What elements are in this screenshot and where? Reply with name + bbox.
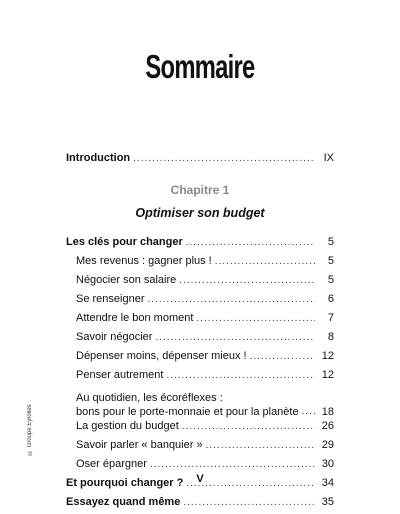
toc-entry-label: Savoir négocier	[76, 331, 153, 343]
toc-entry-label: La gestion du budget	[76, 420, 179, 432]
toc-entry-label: Dépenser moins, dépenser mieux !	[76, 350, 247, 362]
toc-entry	[66, 330, 334, 349]
toc-entry	[66, 419, 334, 438]
leader-dots	[302, 405, 315, 419]
toc-entry	[66, 273, 334, 292]
leader-dots	[250, 350, 315, 364]
toc-entry-label: Introduction	[66, 152, 131, 164]
toc-entry-label: Essayez quand même	[66, 496, 181, 508]
toc-entry	[66, 387, 334, 419]
copyright-side-text: © Groupe Eyrolles	[27, 404, 33, 455]
toc-entry-label: Les clés pour changer	[66, 236, 183, 248]
toc-entry-intro	[66, 151, 334, 170]
toc-entry-label: Oser épargner	[76, 458, 147, 470]
toc-entry-label: Penser autrement	[76, 369, 164, 381]
toc-entry-page: 18	[321, 406, 334, 418]
toc-entry-page: 5	[327, 255, 334, 267]
toc-intro	[66, 151, 334, 170]
leader-dots	[150, 458, 315, 472]
toc-entry	[66, 311, 334, 330]
toc-entry-label: Négocier son salaire	[76, 274, 177, 286]
page-title: Sommaire	[145, 48, 255, 85]
page-number: V	[196, 473, 204, 485]
toc-entry	[66, 254, 334, 273]
toc-entry-page: 29	[321, 439, 334, 451]
toc-entry	[66, 349, 334, 368]
leader-dots	[183, 496, 315, 510]
toc-entry-label	[76, 391, 299, 419]
toc-entry-page: 12	[321, 350, 334, 362]
leader-dots	[179, 274, 315, 288]
toc-entry-label-line2: bons pour le porte-monnaie et pour la planète	[76, 406, 299, 418]
toc-entry-page: IX	[323, 152, 334, 164]
toc-entry-page: 26	[321, 420, 334, 432]
leader-dots	[182, 420, 315, 434]
chapter-title: Optimiser son budget	[135, 206, 265, 220]
leader-dots	[148, 293, 316, 307]
toc-entry-label: Attendre le bon moment	[76, 312, 194, 324]
toc-entry	[66, 292, 334, 311]
leader-dots	[186, 236, 315, 250]
toc-entry-page: 5	[327, 236, 334, 248]
toc-entry	[66, 235, 334, 254]
toc-entry-label: Savoir parler « banquier »	[76, 439, 203, 451]
toc-entry-page: 35	[321, 496, 334, 508]
toc-entry	[66, 438, 334, 457]
toc-entry-page: 5	[327, 274, 334, 286]
toc-entry-label: Mes revenus : gagner plus !	[76, 255, 212, 267]
toc-entry	[66, 495, 334, 514]
leader-dots	[133, 152, 315, 166]
toc-entry-page: 34	[321, 477, 334, 489]
leader-dots	[206, 439, 315, 453]
chapter-number: Chapitre 1	[170, 183, 230, 197]
toc-entry-page: 8	[327, 331, 334, 343]
toc-entry	[66, 368, 334, 387]
toc-entry-page: 6	[327, 293, 334, 305]
toc-entry-page: 7	[327, 312, 334, 324]
toc-entry-label-line1: Au quotidien, les écoréflexes :	[76, 392, 223, 404]
toc-entry-page: 30	[321, 458, 334, 470]
leader-dots	[155, 331, 315, 345]
leader-dots	[196, 312, 315, 326]
leader-dots	[166, 369, 315, 383]
leader-dots	[215, 255, 315, 269]
toc-entry-label: Se renseigner	[76, 293, 145, 305]
toc-entry-page: 12	[321, 369, 334, 381]
toc-entry-label: Et pourquoi changer ?	[66, 477, 184, 489]
